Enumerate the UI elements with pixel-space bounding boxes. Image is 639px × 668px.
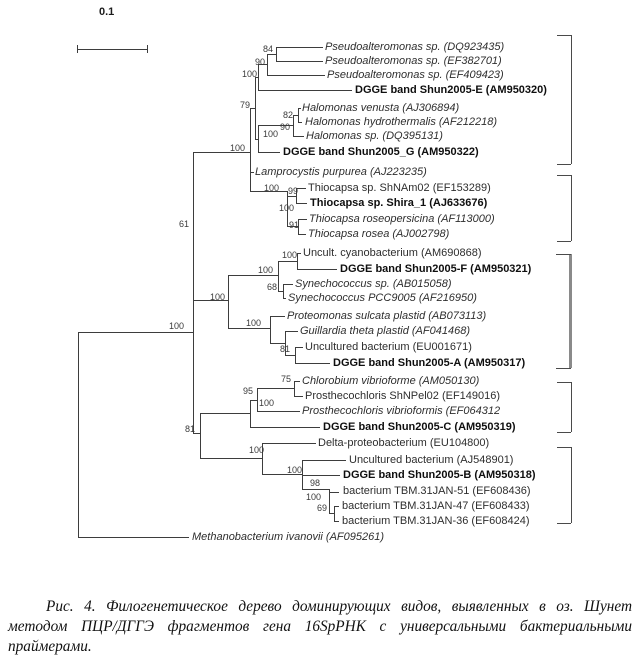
taxon-label: Uncultured bacterium (EU001671)	[305, 341, 472, 353]
branch-line	[283, 284, 293, 285]
branch-line	[298, 234, 306, 235]
branch-line	[228, 275, 229, 328]
branch-line	[302, 475, 340, 476]
branch-line	[257, 388, 258, 411]
taxon-label: Pseudoalteromonas sp. (DQ923435)	[325, 41, 505, 53]
bootstrap-value: 69	[317, 503, 328, 513]
taxon-label: Halomonas venusta (AJ306894)	[302, 102, 460, 114]
bootstrap-value: 82	[283, 110, 294, 120]
branch-line	[329, 492, 339, 493]
branch-line	[295, 347, 296, 363]
branch-line	[334, 521, 339, 522]
bootstrap-value: 100	[287, 465, 303, 475]
branch-line	[250, 400, 251, 427]
bootstrap-value: 100	[282, 250, 298, 260]
branch-line	[262, 443, 316, 444]
clade-bracket	[571, 447, 572, 523]
branch-line	[257, 411, 300, 412]
branch-line	[270, 316, 285, 317]
bootstrap-value: 68	[267, 282, 278, 292]
branch-line	[228, 328, 270, 329]
bootstrap-value: 100	[263, 129, 279, 139]
taxon-label: Thiocapsa roseopersicina (AF113000)	[309, 213, 495, 225]
branch-line	[200, 413, 201, 458]
branch-line	[285, 355, 295, 356]
branch-line	[298, 108, 299, 122]
branch-line	[147, 45, 148, 53]
taxon-label: DGGE band Shun2005-A (AM950317)	[333, 357, 526, 369]
bootstrap-value: 79	[240, 100, 251, 110]
taxon-label: bacterium TBM.31JAN-51 (EF608436)	[343, 485, 531, 497]
branch-line	[302, 489, 329, 490]
taxon-label: Thiocapsa sp. ShNAm02 (EF153289)	[308, 182, 491, 194]
branch-line	[250, 400, 257, 401]
branch-line	[78, 332, 193, 333]
bootstrap-value: 75	[281, 374, 292, 384]
taxon-label: DGGE band Shun2005-B (AM950318)	[343, 469, 536, 481]
taxon-label: Synechococcus sp. (AB015058)	[295, 278, 452, 290]
branch-line	[200, 413, 250, 414]
branch-line	[283, 298, 286, 299]
branch-line	[267, 54, 268, 75]
clade-bracket	[557, 164, 571, 165]
bootstrap-value: 100	[279, 203, 295, 213]
branch-line	[267, 75, 325, 76]
taxon-label: Thiocapsa sp. Shira_1 (AJ633676)	[310, 197, 488, 209]
clade-bracket	[557, 35, 571, 36]
taxon-label: DGGE band Shun2005-F (AM950321)	[340, 263, 532, 275]
taxon-label: Chlorobium vibrioforme (AM050130)	[302, 375, 480, 387]
bootstrap-value: 100	[230, 143, 246, 153]
taxon-label: Pseudoalteromonas sp. (EF409423)	[327, 69, 504, 81]
branch-line	[285, 331, 298, 332]
taxon-label: Synechococcus PCC9005 (AF216950)	[288, 292, 477, 304]
clade-bracket	[557, 382, 571, 383]
branch-line	[295, 363, 330, 364]
branch-line	[296, 203, 307, 204]
branch-line	[276, 47, 323, 48]
branch-line	[255, 77, 256, 139]
clade-bracket	[571, 382, 572, 432]
taxon-label: Halomonas sp. (DQ395131)	[306, 130, 443, 142]
bootstrap-value: 100	[258, 265, 274, 275]
branch-line	[329, 489, 330, 513]
bootstrap-value: 99	[288, 186, 299, 196]
branch-line	[278, 261, 279, 291]
bootstrap-value: 90	[255, 57, 266, 67]
branch-line	[293, 136, 304, 137]
branch-line	[294, 381, 295, 396]
clade-bracket	[556, 368, 571, 369]
branch-line	[270, 316, 271, 343]
branch-line	[276, 47, 277, 61]
branch-line	[200, 458, 262, 459]
branch-line	[77, 45, 78, 53]
bootstrap-value: 81	[280, 344, 291, 354]
branch-line	[297, 269, 337, 270]
branch-line	[293, 115, 294, 136]
scale-bar-label: 0.1	[99, 6, 115, 18]
branch-line	[257, 388, 294, 389]
branch-line	[276, 61, 323, 62]
branch-line	[250, 427, 320, 428]
taxon-label: Methanobacterium ivanovii (AF095261)	[192, 531, 384, 543]
taxon-label: Lamprocystis purpurea (AJ223235)	[255, 166, 427, 178]
bootstrap-value: 100	[306, 492, 322, 502]
clade-bracket	[557, 175, 571, 176]
taxon-label: Delta-proteobacterium (EU104800)	[318, 437, 490, 449]
branch-line	[267, 54, 276, 55]
bootstrap-value: 100	[249, 445, 265, 455]
branch-line	[228, 275, 278, 276]
bootstrap-value: 100	[246, 318, 262, 328]
branch-line	[193, 152, 194, 433]
bootstrap-value: 90	[280, 122, 291, 132]
clade-bracket	[557, 241, 571, 242]
taxon-label: DGGE band Shun2005-C (AM950319)	[323, 421, 516, 433]
bootstrap-value: 100	[210, 292, 226, 302]
taxon-label: bacterium TBM.31JAN-47 (EF608433)	[342, 500, 530, 512]
branch-line	[334, 506, 335, 521]
bootstrap-value: 91	[289, 220, 300, 230]
clade-bracket	[557, 447, 571, 448]
branch-line	[258, 64, 259, 90]
branch-line	[302, 460, 303, 489]
branch-line	[250, 108, 251, 191]
branch-line	[283, 284, 284, 298]
branch-line	[298, 122, 302, 123]
branch-line	[297, 253, 298, 269]
branch-line	[278, 261, 297, 262]
bootstrap-value: 95	[243, 386, 254, 396]
branch-line	[287, 196, 296, 197]
taxon-label: Prosthecochloris ShNPel02 (EF149016)	[305, 390, 501, 402]
clade-bracket	[571, 175, 572, 241]
bootstrap-value: 84	[263, 44, 274, 54]
bootstrap-value: 81	[185, 424, 196, 434]
branch-line	[298, 219, 307, 220]
branch-line	[295, 347, 303, 348]
taxon-label: Proteomonas sulcata plastid (AB073113)	[287, 310, 487, 322]
clade-bracket	[556, 254, 571, 255]
branch-line	[302, 460, 346, 461]
bootstrap-value: 100	[259, 398, 275, 408]
bootstrap-value: 100	[169, 321, 185, 331]
taxon-label: Halomonas hydrothermalis (AF212218)	[305, 116, 497, 128]
branch-line	[294, 396, 303, 397]
taxon-label: Prosthecochloris vibrioformis (EF064312	[302, 405, 501, 417]
branch-line	[77, 49, 148, 50]
taxon-label: DGGE band Shun2005-E (AM950320)	[355, 84, 547, 96]
bootstrap-value: 61	[179, 219, 190, 229]
branch-line	[78, 332, 79, 537]
clade-bracket	[569, 254, 572, 368]
bootstrap-value: 100	[242, 69, 258, 79]
figure-caption: Рис. 4. Филогенетическое дерево доминирующих видов, выявленных в оз. Шунет методом ПЦР/ДГГЭ фрагментов гена 16SрРНК с универсальными бактериальными праймерами.	[8, 598, 632, 655]
clade-bracket	[571, 35, 572, 164]
taxon-label: bacterium TBM.31JAN-36 (EF608424)	[342, 515, 530, 527]
bootstrap-value: 100	[264, 183, 280, 193]
taxon-label: Pseudoalteromonas sp. (EF382701)	[325, 55, 502, 67]
taxon-label: Uncultured bacterium (AJ548901)	[349, 454, 514, 466]
clade-bracket	[557, 523, 571, 524]
taxon-label: Guillardia theta plastid (AF041468)	[300, 325, 470, 337]
clade-bracket	[557, 432, 571, 433]
branch-line	[258, 125, 259, 152]
branch-line	[78, 537, 189, 538]
branch-line	[258, 90, 352, 91]
taxon-label: Uncult. cyanobacterium (AM690868)	[303, 247, 482, 259]
taxon-label: DGGE band Shun2005_G (AM950322)	[283, 146, 479, 158]
taxon-label: Thiocapsa rosea (AJ002798)	[308, 228, 450, 240]
branch-line	[258, 152, 280, 153]
bootstrap-value: 98	[310, 478, 321, 488]
